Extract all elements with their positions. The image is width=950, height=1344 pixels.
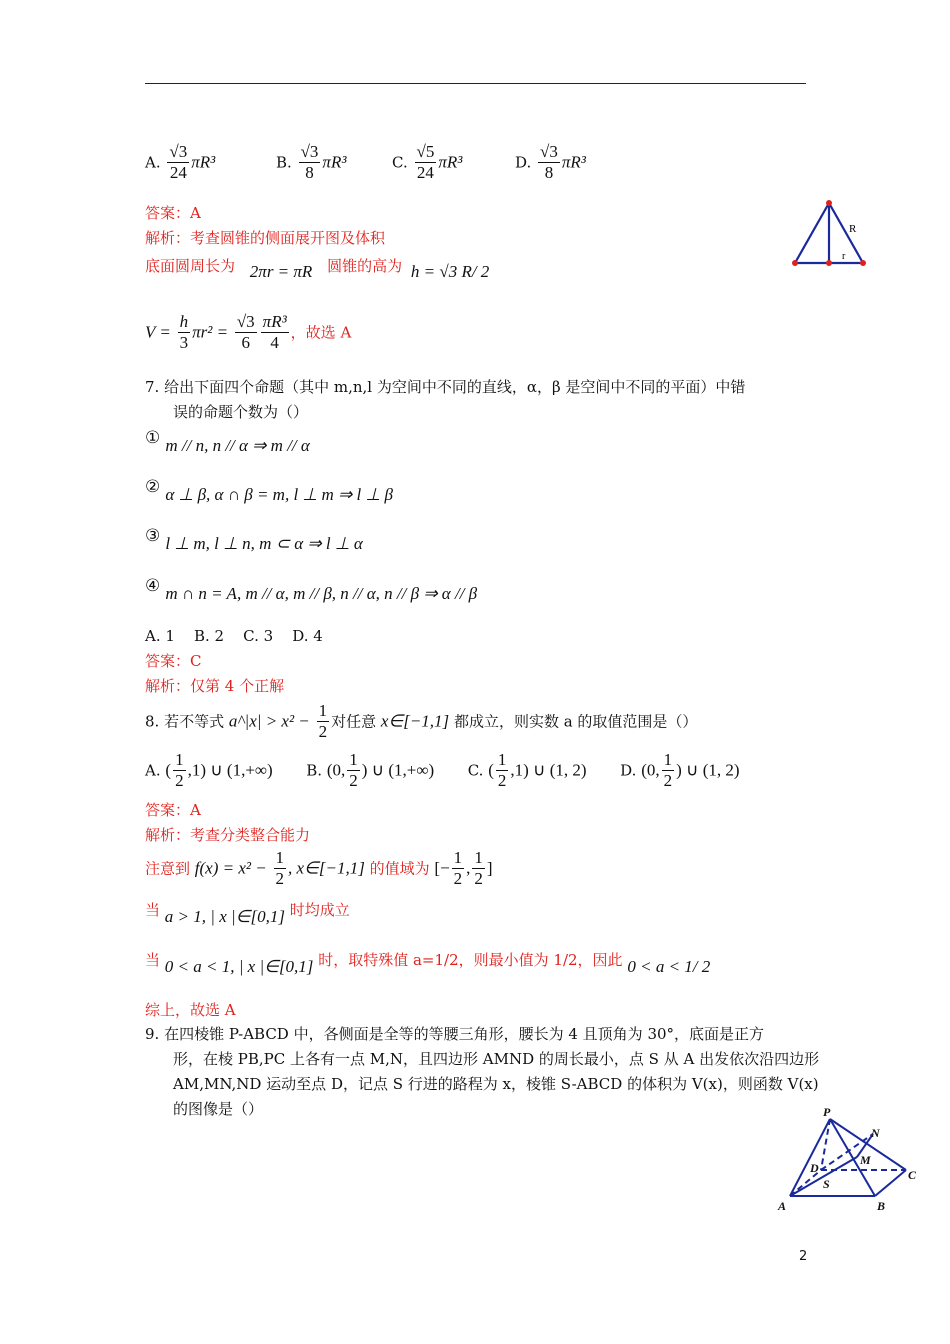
- label-M: M: [860, 1153, 871, 1167]
- label-A: A: [778, 1199, 787, 1213]
- fig1-right-dot: [860, 260, 866, 266]
- header-rule: [145, 83, 806, 84]
- q6-option-b: B. $\frac{√3}{8}$ πR³: [276, 142, 347, 182]
- q6-answer: 答案：A: [145, 204, 201, 222]
- fig1-apex-dot: [826, 200, 832, 206]
- label-C: C: [908, 1168, 917, 1182]
- q8-options: A. ( $\frac{1}{2}$ ,1) ∪ (1,+∞) B. (0, $\frac{1}{2}$ ) ∪ (1,+∞) C. ( $\frac{1}{2}$ ,1) ∪ (1, 2) D. (0, $\frac{1}{2}$ ) ∪ (1, 2): [145, 750, 740, 790]
- q6-option-c: C. $\frac{√5}{24}$ πR³: [392, 142, 463, 182]
- q8-summary: 综上，故选 A: [145, 1001, 236, 1019]
- q7-analysis: 解析：仅第 4 个正解: [145, 677, 285, 695]
- q6-volume: V = $\frac{h}{3}$ πr² = $\frac{√3}{6}$ $\frac{\text{πR³}}{4}$ ，故选 A: [145, 312, 352, 352]
- fig1-left-dot: [792, 260, 798, 266]
- q9-stem-line2: 形，在棱 PB,PC 上各有一点 M,N，且四边形 AMND 的周长最小，点 S 从 A 出发依次沿四边形: [173, 1050, 820, 1068]
- fig1-center-dot: [826, 260, 832, 266]
- fig1-label-r: r: [842, 251, 846, 262]
- pyramid-figure: [775, 1103, 925, 1218]
- q7-prop-3: ③ l ⊥ m, l ⊥ n, m ⊂ α ⇒ l ⊥ α: [145, 526, 363, 553]
- fig1-left-edge: [795, 203, 829, 263]
- q7-stem-line2: 误的命题个数为（）: [173, 403, 309, 421]
- q6-option-a: A. $\frac{√3}{24}$ πR³: [145, 142, 216, 182]
- fig1-label-R: R: [849, 223, 857, 235]
- label-S: S: [823, 1177, 830, 1191]
- cone-cross-section-figure: [785, 195, 875, 275]
- q7-stem-line1: 7. 给出下面四个命题（其中 m,n,l 为空间中不同的直线，α，β 是空间中不同的平面）中错: [145, 378, 746, 396]
- q9-stem-line4: 的图像是（）: [173, 1100, 264, 1118]
- q8-case2: 当 0 < a < 1, | x |∈[0,1] 时，取特殊值 a=1/2，则最小值为 1/2，因此 0 < a < 1/ 2: [145, 951, 711, 976]
- q8-analysis: 解析：考查分类整合能力: [145, 826, 311, 844]
- q8-note: 注意到 f(x) = x² − $\frac{1}{2}$ , x∈[−1,1] 的值域为 [− $\frac{1}{2}$ , $\frac{1}{2}$ ]: [145, 848, 493, 888]
- label-B: B: [877, 1199, 886, 1213]
- label-N: N: [871, 1126, 880, 1140]
- label-D: D: [810, 1161, 819, 1175]
- q6-option-d: D. $\frac{√3}{8}$ πR³: [515, 142, 586, 182]
- q6-line1: 底面圆周长为 2πr = πR 圆锥的高为 h = √3 R/ 2: [145, 257, 490, 281]
- label-P: P: [823, 1105, 831, 1119]
- q8-answer: 答案：A: [145, 801, 201, 819]
- q8-stem: 8. 若不等式 a^|x| > x² − $\frac{1}{2}$ 对任意 x∈[−1,1] 都成立，则实数 a 的取值范围是（）: [145, 701, 698, 741]
- q7-prop-4: ④ m ∩ n = A, m // α, m // β, n // α, n // β ⇒ α // β: [145, 576, 478, 603]
- q9-stem-line1: 9. 在四棱锥 P-ABCD 中，各侧面是全等的等腰三角形，腰长为 4 且顶角为 30°，底面是正方: [145, 1025, 765, 1043]
- q8-case1: 当 a > 1, | x |∈[0,1] 时均成立: [145, 901, 350, 926]
- q7-prop-2: ② α ⊥ β, α ∩ β = m, l ⊥ m ⇒ l ⊥ β: [145, 477, 394, 504]
- page-number: 2: [799, 1249, 808, 1264]
- q7-prop-1: ① m // n, n // α ⇒ m // α: [145, 428, 310, 455]
- edge-BC: [875, 1170, 906, 1196]
- q6-analysis: 解析：考查圆锥的侧面展开图及体积: [145, 229, 386, 247]
- fig1-right-edge: [829, 203, 863, 263]
- q7-options: A. 1 B. 2 C. 3 D. 4: [145, 627, 323, 645]
- q9-stem-line3: AM,MN,ND 运动至点 D，记点 S 行进的路程为 x，棱锥 S-ABCD 的体积为 V(x)，则函数 V(x): [173, 1075, 819, 1093]
- q7-answer: 答案：C: [145, 652, 202, 670]
